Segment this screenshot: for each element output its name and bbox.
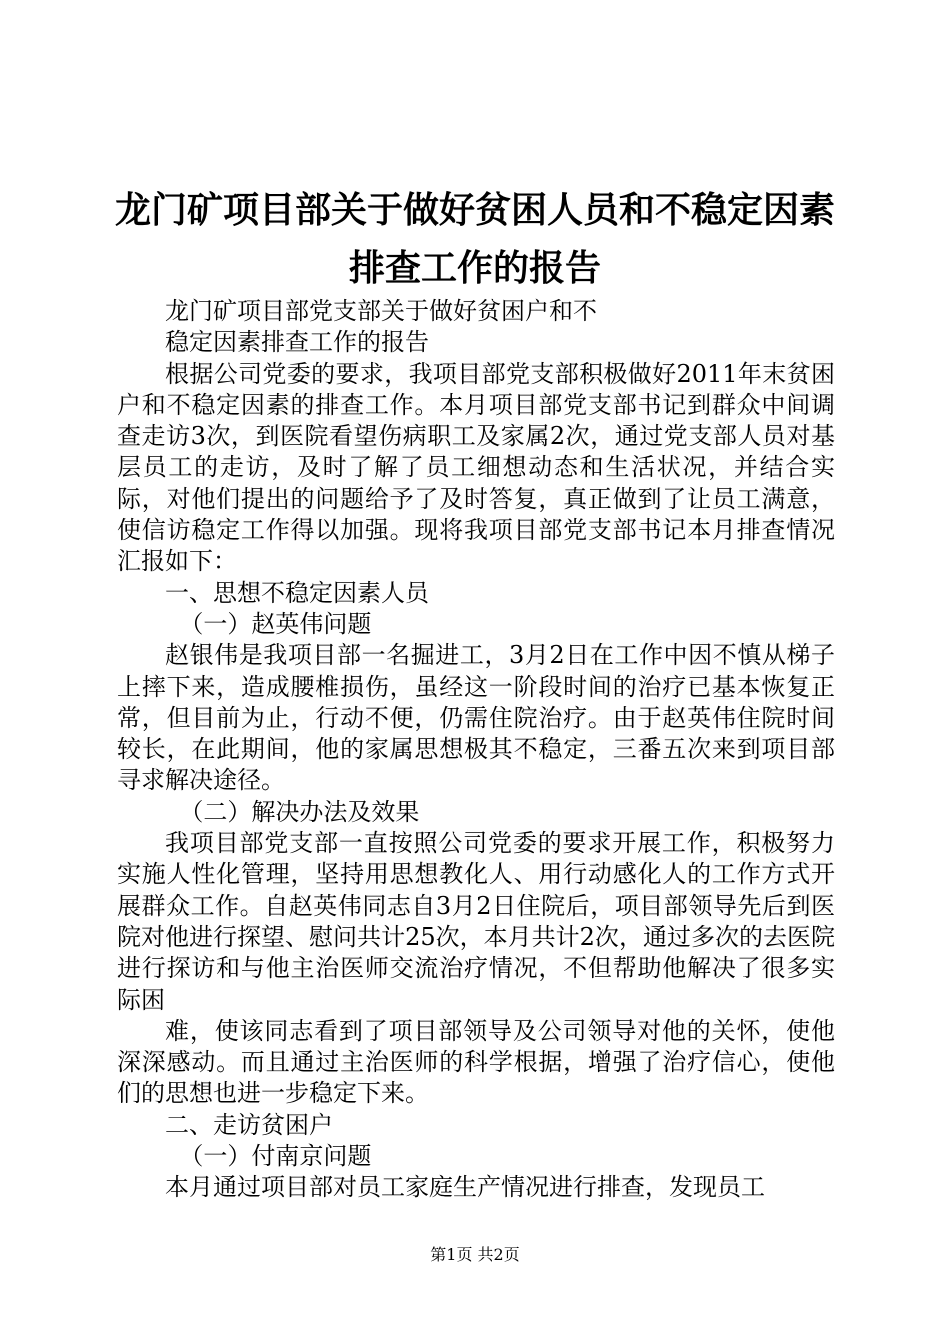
section-heading: 一、思想不稳定因素人员 bbox=[165, 578, 429, 607]
body-paragraph: 本月通过项目部对员工家庭生产情况进行排查，发现员工 bbox=[165, 1173, 765, 1202]
section-heading: 二、走访贫困户 bbox=[165, 1110, 333, 1139]
subtitle-line-1: 龙门矿项目部党支部关于做好贫困户和不 bbox=[165, 297, 597, 325]
body-paragraph: 根据公司党委的要求，我项目部党支部积极做好2011年末贫困户和不稳定因素的排查工作。本月项目部党支部书记到群众中间调查走访3次，到医院看望伤病职工及家属2次，通过党支部人员对基层员工的走访，及时了解了员工细想动态和生活状况，并结合实际，对他们提出的问题给予了及时答复，真正做到了让员工满意，使信访稳定工作得以加强。现将我项目部党支部书记本月排查情况汇报如下： bbox=[117, 359, 835, 576]
body-paragraph: 赵银伟是我项目部一名掘进工，3月2日在工作中因不慎从梯子上摔下来，造成腰椎损伤，虽经这一阶段时间的治疗已基本恢复正常，但目前为止，行动不便，仍需住院治疗。由于赵英伟住院时间较长，在此期间，他的家属思想极其不稳定，三番五次来到项目部寻求解决途径。 bbox=[117, 641, 835, 795]
subtitle-line-2: 稳定因素排查工作的报告 bbox=[165, 328, 429, 357]
page-footer: 第1页 共2页 bbox=[430, 1245, 520, 1264]
subsection-heading: （一）付南京问题 bbox=[179, 1142, 372, 1171]
subsection-heading: （一）赵英伟问题 bbox=[179, 609, 372, 638]
body-paragraph: 难，使该同志看到了项目部领导及公司领导对他的关怀，使他深深感动。而且通过主治医师的科学根据，增强了治疗信心，使他们的思想也进一步稳定下来。 bbox=[117, 1016, 835, 1108]
body-paragraph: 我项目部党支部一直按照公司党委的要求开展工作，积极努力实施人性化管理，坚持用思想教化人、用行动感化人的工作方式开展群众工作。自赵英伟同志自3月2日住院后，项目部领导先后到医院对他进行探望、慰问共计25次，本月共计2次，通过多次的去医院进行探访和与他主治医师交流治疗情况，不但帮助他解决了很多实际困 bbox=[117, 829, 835, 1014]
document-body bbox=[117, 296, 835, 1204]
document-title-line-2: 排查工作的报告 bbox=[348, 248, 601, 289]
document-title-line-1: 龙门矿项目部关于做好贫困人员和不稳定因素 bbox=[114, 190, 835, 231]
subsection-heading: （二）解决办法及效果 bbox=[179, 797, 420, 826]
